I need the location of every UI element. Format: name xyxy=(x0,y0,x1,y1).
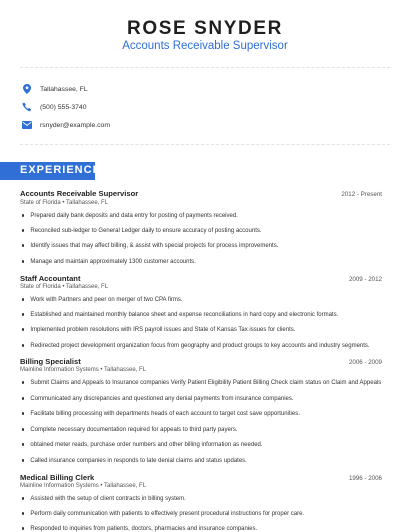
job-title-heading: Accounts Receivable Supervisor xyxy=(122,40,288,52)
bullet-text: Prepared daily bank deposits and data entry for posting of payments received. xyxy=(30,213,238,219)
bullet-text: Submit Claims and Appeals to Insurance companies Verify Patient Eligibility Patient Billing Check claim status on Claim and Appeals xyxy=(30,380,382,386)
job-dates: 2006 - 2009 xyxy=(348,359,382,366)
bullet-dot-icon xyxy=(22,344,24,346)
bullet-text: obtained meter reads, purchase order numbers and other billing information as needed. xyxy=(30,442,263,448)
bullet-dot-icon xyxy=(22,443,24,445)
bullet-text: Called insurance companies in responds to late denial claims and status updates. xyxy=(30,458,247,464)
job-header xyxy=(20,189,382,198)
job-dates: 2012 - Present xyxy=(341,191,382,198)
bullet-text: Complete necessary documentation required for appeals to third party payers. xyxy=(30,427,238,433)
bullet-dot-icon xyxy=(22,313,24,315)
job-organization: Mainline Information Systems • Tallahassee, FL xyxy=(20,367,147,373)
bullet-dot-icon xyxy=(22,459,24,461)
list-item xyxy=(20,213,390,219)
location-pin-icon xyxy=(22,84,32,94)
list-item xyxy=(20,396,390,402)
bullet-dot-icon xyxy=(22,214,24,216)
section-title-experience: EXPERIENCE xyxy=(20,164,101,176)
list-item xyxy=(20,427,390,433)
list-item xyxy=(20,442,390,448)
bullet-dot-icon xyxy=(22,381,24,383)
divider xyxy=(20,67,390,68)
contact-location xyxy=(22,82,88,96)
list-item xyxy=(20,458,390,464)
list-item xyxy=(20,259,390,265)
bullet-text: Implemented problem resolutions with IRS payroll issues and State of Kansas Tax issues for clients. xyxy=(30,327,296,333)
bullet-dot-icon xyxy=(22,260,24,262)
bullet-dot-icon xyxy=(22,412,24,414)
list-item xyxy=(20,526,390,532)
job-title: Medical Billing Clerk xyxy=(20,473,95,482)
bullet-text: Communicated any discrepancies and questioned any denial payments from insurance companies. xyxy=(30,396,294,402)
bullet-text: Assisted with the setup of client contracts in billing system. xyxy=(30,496,186,502)
bullet-dot-icon xyxy=(22,497,24,499)
phone-icon xyxy=(22,102,32,112)
bullet-text: Established and maintained monthly balance sheet and expense reconciliations in hard copy and electronic formats. xyxy=(30,312,339,318)
phone-text: (500) 555-3740 xyxy=(40,103,87,111)
bullet-text: Redirected project development organization focus from geography and product groups to key accounts and industry segments. xyxy=(30,343,370,349)
list-item xyxy=(20,380,390,386)
contact-email xyxy=(22,118,110,132)
list-item xyxy=(20,312,390,318)
job-header xyxy=(20,357,382,366)
bullet-text: Responded to inquiries from patients, doctors, pharmacies and insurance companies. xyxy=(30,526,258,532)
job-dates: 1996 - 2006 xyxy=(348,475,382,482)
location-text: Tallahassee, FL xyxy=(40,85,88,93)
bullet-text: Identify issues that may affect billing, & assist with special projects for process improvements. xyxy=(30,243,279,249)
bullet-dot-icon xyxy=(22,527,24,529)
job-header xyxy=(20,274,382,283)
list-item xyxy=(20,243,390,249)
job-dates: 2009 - 2012 xyxy=(348,276,382,283)
bullet-dot-icon xyxy=(22,397,24,399)
bullet-text: Perform daily communication with patients to effectively present procedural instructions for proper care. xyxy=(30,511,305,517)
envelope-icon xyxy=(22,120,32,130)
list-item xyxy=(20,496,390,502)
list-item xyxy=(20,411,390,417)
bullet-text: Reconciled sub-ledger to General Ledger daily to ensure accuracy of posting accounts. xyxy=(30,228,262,234)
job-organization: State of Florida • Tallahassee, FL xyxy=(20,284,109,290)
bullet-text: Manage and maintain approximately 1300 customer accounts. xyxy=(30,259,196,265)
list-item xyxy=(20,343,390,349)
bullet-dot-icon xyxy=(22,298,24,300)
job-title: Billing Specialist xyxy=(20,357,81,366)
bullet-dot-icon xyxy=(22,229,24,231)
bullet-text: Facilitate billing processing with departments heads of each account to target cost save opportunities. xyxy=(30,411,300,417)
bullet-text: Work with Partners and peer on merger of two CPA firms. xyxy=(30,297,183,303)
email-text: rsnyder@example.com xyxy=(40,121,110,129)
bullet-dot-icon xyxy=(22,512,24,514)
bullet-dot-icon xyxy=(22,428,24,430)
list-item xyxy=(20,511,390,517)
job-title: Accounts Receivable Supervisor xyxy=(20,189,139,198)
bullet-dot-icon xyxy=(22,328,24,330)
job-organization: Mainline Information Systems • Tallahassee, FL xyxy=(20,483,147,489)
list-item xyxy=(20,297,390,303)
candidate-name: ROSE SNYDER xyxy=(127,18,283,39)
job-title: Staff Accountant xyxy=(20,274,81,283)
bullet-dot-icon xyxy=(22,244,24,246)
divider xyxy=(20,144,390,145)
list-item xyxy=(20,228,390,234)
job-header xyxy=(20,473,382,482)
job-organization: State of Florida • Tallahassee, FL xyxy=(20,200,109,206)
list-item xyxy=(20,327,390,333)
contact-phone xyxy=(22,100,86,114)
